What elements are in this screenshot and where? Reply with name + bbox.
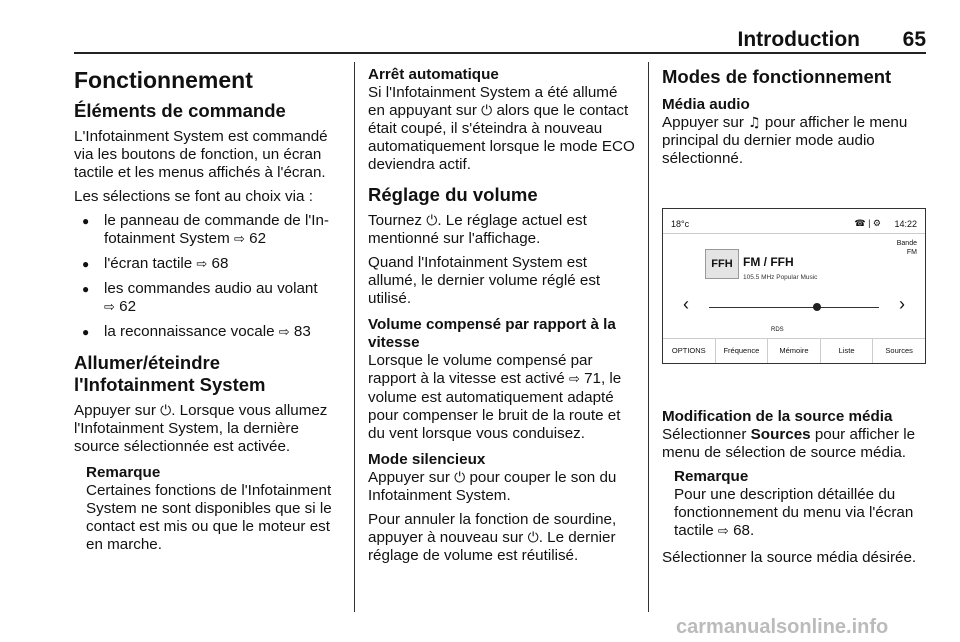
- ref-arrow-icon: ⇨: [234, 232, 245, 247]
- section-title: Introduction: [737, 28, 860, 51]
- list-item: ● le panneau de commande de l'Infotainment System ⇨ 62: [74, 212, 342, 249]
- power-icon: ⏻: [481, 103, 493, 119]
- ref-arrow-icon: ⇨: [717, 524, 729, 539]
- header-rule: [74, 52, 926, 54]
- paragraph: Les sélections se font au choix via :: [74, 188, 313, 205]
- page-ref-link[interactable]: 83: [293, 323, 311, 340]
- column-2: [368, 62, 636, 571]
- ref-arrow-icon: ⇨: [104, 300, 115, 315]
- page-ref-link[interactable]: 62: [249, 230, 267, 247]
- sources-keyword: Sources: [750, 426, 811, 443]
- power-icon: ⏻: [426, 213, 438, 229]
- page-ref-link[interactable]: 62: [119, 298, 137, 315]
- paragraph: L'Infotainment System est commandé via les boutons de fonction, un écran tactile et les menus affichés à l'écran.: [74, 128, 328, 181]
- screen-status-bar: [663, 209, 925, 234]
- page-ref-link[interactable]: 68: [733, 522, 750, 539]
- screen-tab-bar: [663, 338, 925, 363]
- list-item: ● l'écran tactile ⇨ 68: [74, 255, 342, 274]
- paragraph: Tournez ⏻. Le réglage actuel est mentionné sur l'affichage.: [368, 212, 587, 247]
- heading-elements: Éléments de commande: [74, 100, 286, 121]
- column-divider: [648, 62, 649, 612]
- paragraph: Appuyer sur ♫ pour afficher le menu principal du dernier mode audio sélectionné.: [662, 114, 908, 167]
- heading-arret: Arrêt automatique: [368, 66, 499, 83]
- slider-knob[interactable]: [813, 303, 821, 311]
- clock-readout: 14:22: [894, 219, 917, 229]
- tab-memoire[interactable]: Mémoire: [767, 339, 820, 363]
- paragraph: Si l'Infotainment System a été allumé en appuyant sur ⏻ alors que le contact était coupé, il s'éteindra à nouveau automatiquement lorsque le mode ECO deviendra actif.: [368, 84, 635, 173]
- chevron-right-icon[interactable]: ›: [899, 294, 905, 314]
- paragraph: Lorsque le volume compensé par rapport à la vitesse est activé ⇨ 71, le volume est automatiquement adapté pour compenser le bruit de la route et du vent lorsque vous conduisez.: [368, 352, 622, 442]
- ref-arrow-icon: ⇨: [278, 325, 290, 340]
- tab-sources[interactable]: Sources: [872, 339, 925, 363]
- list-item: ● les commandes audio au volant ⇨ 62: [74, 280, 342, 317]
- tab-frequence[interactable]: Fréquence: [715, 339, 768, 363]
- column-3: [662, 62, 930, 573]
- power-icon: ⏻: [160, 403, 172, 419]
- power-icon: ⏻: [454, 470, 466, 486]
- infotainment-screen-figure: [662, 208, 926, 364]
- paragraph: Appuyer sur ⏻. Lorsque vous allumez l'Infotainment System, la dernière source sélectionnée est activée.: [74, 402, 328, 455]
- ref-arrow-icon: ⇨: [196, 257, 208, 272]
- chevron-left-icon[interactable]: ‹: [683, 294, 689, 314]
- paragraph: Appuyer sur ⏻ pour couper le son du Infotainment System.: [368, 469, 617, 504]
- page-ref-link[interactable]: 68: [211, 255, 229, 272]
- selection-list: [74, 212, 342, 342]
- heading-modification-source: Modification de la source média: [662, 408, 893, 425]
- ref-arrow-icon: ⇨: [568, 372, 580, 387]
- page-header: [74, 26, 926, 54]
- heading-fonctionnement: Fonctionnement: [74, 67, 253, 93]
- tab-liste[interactable]: Liste: [820, 339, 873, 363]
- tab-options[interactable]: OPTIONS: [671, 346, 706, 355]
- heading-silencieux: Mode silencieux: [368, 451, 486, 468]
- paragraph: Quand l'Infotainment System est allumé, le dernier volume réglé est utilisé.: [368, 254, 601, 307]
- note-text: Pour une description détaillée du fonctionnement du menu via l'écran tactile ⇨ 68.: [674, 486, 914, 539]
- note-box: [674, 468, 930, 541]
- band-value: FM: [906, 249, 917, 256]
- note-title: Remarque: [674, 468, 749, 485]
- column-divider: [354, 62, 355, 612]
- heading-volume: Réglage du volume: [368, 184, 538, 205]
- list-item: ● la reconnaissance vocale ⇨ 83: [74, 323, 342, 342]
- music-icon: ♫: [748, 115, 761, 131]
- rds-indicator: RDS: [771, 327, 784, 333]
- heading-media-audio: Média audio: [662, 96, 750, 113]
- heading-modes: Modes de fonctionnement: [662, 66, 892, 87]
- station-info: 105.5 MHz Popular Music: [743, 274, 818, 281]
- column-1: [74, 62, 342, 554]
- page-number: 65: [902, 28, 926, 51]
- note-title: Remarque: [86, 464, 161, 481]
- paragraph: Sélectionner la source média désirée.: [662, 549, 917, 566]
- watermark: carmanualsonline.info: [676, 616, 889, 638]
- station-logo: FFH: [705, 249, 739, 279]
- phone-icon: ☎ | ⚙: [854, 218, 881, 228]
- heading-allumer: Allumer/éteindre l'Infotainment System: [74, 352, 266, 395]
- page-ref-link[interactable]: 71: [584, 370, 601, 387]
- temperature-readout: 18°c: [671, 219, 690, 229]
- paragraph: Sélectionner Sources pour afficher le menu de sélection de source média.: [662, 426, 916, 461]
- note-text: Certaines fonctions de l'Infotainment System ne sont disponibles que si le contact est mis ou que le moteur est en marche.: [86, 482, 332, 553]
- heading-volume-compense: Volume compensé par rapport à la vitesse: [368, 316, 616, 351]
- note-box: [86, 464, 342, 554]
- power-icon: ⏻: [527, 530, 539, 546]
- station-name: FM / FFH: [743, 255, 794, 269]
- frequency-slider[interactable]: [709, 307, 879, 308]
- band-label: Bande: [896, 240, 917, 247]
- paragraph: Pour annuler la fonction de sourdine, appuyer à nouveau sur ⏻. Le dernier réglage de volume est réutilisé.: [368, 511, 617, 564]
- band-indicator: [897, 239, 917, 257]
